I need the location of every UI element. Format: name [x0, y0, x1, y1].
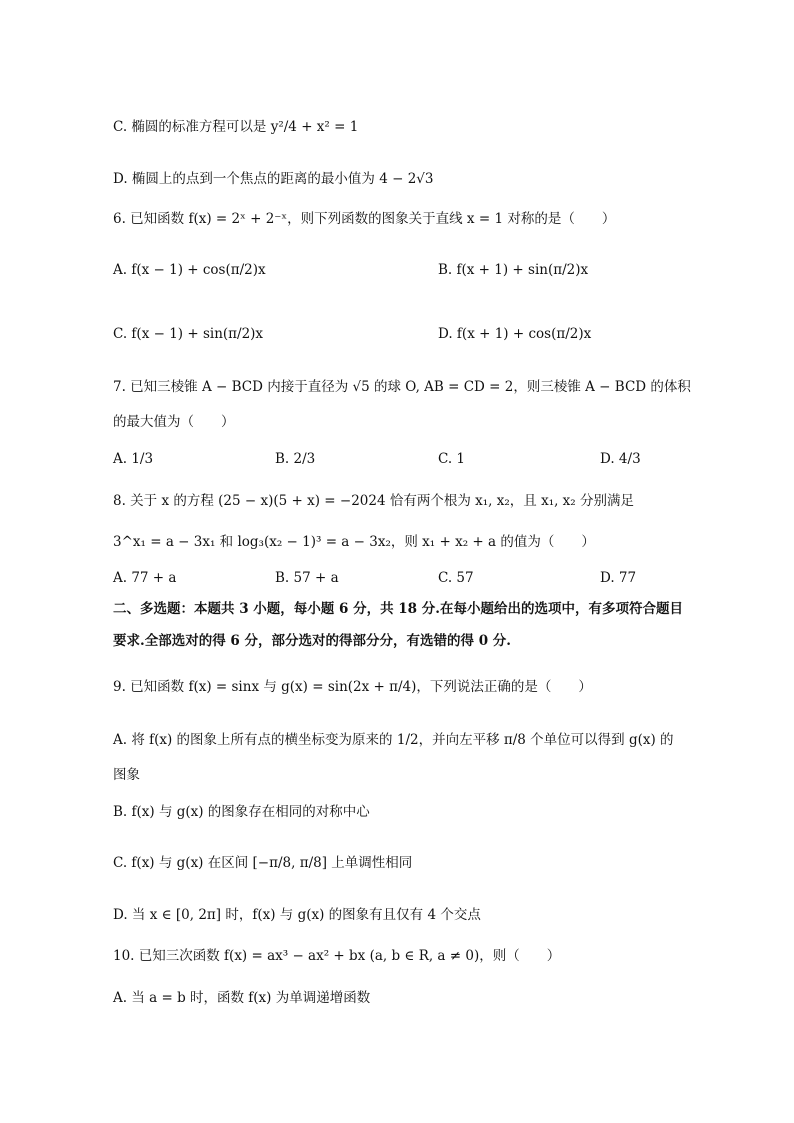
q9-stem: 9. 已知函数 f(x) = sinx 与 g(x) = sin(2x + π/4)，下列说法正确的是（ ）	[113, 679, 592, 695]
q8-option-a: A. 77 + a	[113, 570, 177, 586]
q8-option-d: D. 77	[600, 570, 637, 586]
q10-option-a: A. 当 a = b 时，函数 f(x) 为单调递增函数	[113, 990, 371, 1006]
q5-option-d: D. 椭圆上的点到一个焦点的距离的最小值为 4 − 2√3	[113, 171, 434, 187]
q7-option-b: B. 2/3	[275, 451, 316, 467]
section-heading-line1: 二、多选题：本题共 3 小题，每小题 6 分，共 18 分.在每小题给出的选项中，有多项符合题目	[113, 601, 683, 617]
q7-stem-line1: 7. 已知三棱锥 A − BCD 内接于直径为 √5 的球 O, AB = CD = 2，则三棱锥 A − BCD 的体积	[113, 379, 691, 395]
q9-option-a-line2: 图象	[113, 767, 140, 783]
q8-stem-line1: 8. 关于 x 的方程 (25 − x)(5 + x) = −2024 恰有两个根为 x₁, x₂，且 x₁, x₂ 分别满足	[113, 493, 635, 509]
q8-option-b: B. 57 + a	[275, 570, 339, 586]
section-heading-line2: 要求.全部选对的得 6 分，部分选对的得部分分，有选错的得 0 分.	[113, 633, 511, 649]
q7-stem-line2: 的最大值为（ ）	[113, 414, 235, 430]
q8-option-c: C. 57	[438, 570, 474, 586]
q6-option-b: B. f(x + 1) + sin(π/2)x	[438, 262, 589, 278]
q7-option-a: A. 1/3	[113, 451, 154, 467]
q6-stem: 6. 已知函数 f(x) = 2ˣ + 2⁻ˣ，则下列函数的图象关于直线 x = 1 对称的是（ ）	[113, 211, 616, 227]
q9-option-a-line1: A. 将 f(x) 的图象上所有点的横坐标变为原来的 1/2，并向左平移 π/8 个单位可以得到 g(x) 的	[113, 732, 674, 748]
q8-stem-line2: 3^x₁ = a − 3x₁ 和 log₃(x₂ − 1)³ = a − 3x₂，则 x₁ + x₂ + a 的值为（ ）	[113, 534, 595, 550]
q7-option-c: C. 1	[438, 451, 466, 467]
q6-option-a: A. f(x − 1) + cos(π/2)x	[113, 262, 266, 278]
q5-option-c: C. 椭圆的标准方程可以是 y²/4 + x² = 1	[113, 119, 359, 135]
q9-option-d: D. 当 x ∈ [0, 2π] 时，f(x) 与 g(x) 的图象有且仅有 4 个交点	[113, 907, 481, 923]
q10-stem: 10. 已知三次函数 f(x) = ax³ − ax² + bx (a, b ∈ R, a ≠ 0)，则（ ）	[113, 948, 561, 964]
q9-option-b: B. f(x) 与 g(x) 的图象存在相同的对称中心	[113, 804, 370, 820]
q9-option-c: C. f(x) 与 g(x) 在区间 [−π/8, π/8] 上单调性相同	[113, 855, 413, 871]
q7-option-d: D. 4/3	[600, 451, 641, 467]
q6-option-c: C. f(x − 1) + sin(π/2)x	[113, 326, 264, 342]
q6-option-d: D. f(x + 1) + cos(π/2)x	[438, 326, 592, 342]
